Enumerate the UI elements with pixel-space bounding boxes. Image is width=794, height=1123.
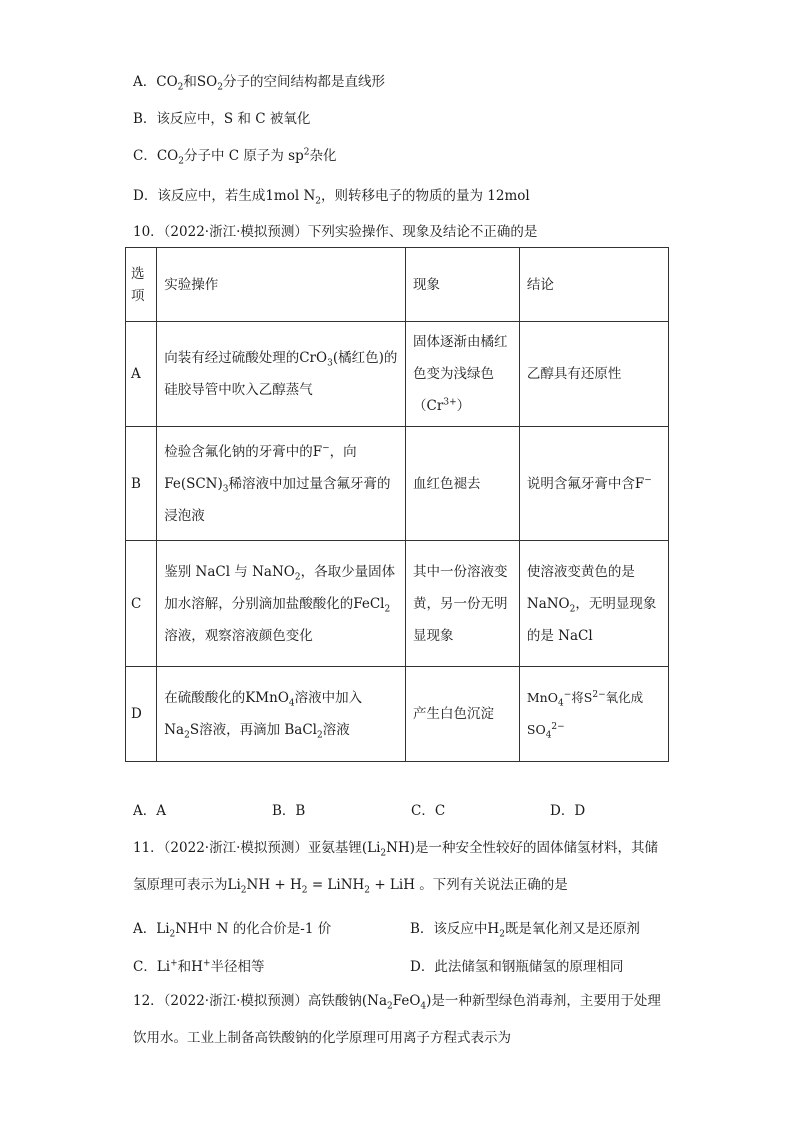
row-conclusion: MnO$_4$−将$S^{2-}$氧化成 $SO_4^{2-}$: [519, 667, 668, 762]
row-label: A: [126, 322, 157, 427]
header-phenomenon: 现象: [406, 248, 520, 322]
row-phenomenon: 血红色褪去: [406, 427, 520, 541]
header-operation: 实验操作: [157, 248, 406, 322]
q11-stem-line1: 11．（2022·浙江·模拟预测）亚氨基锂$(Li_2NH)$是一种安全性较好的固体储氢材料，其储: [133, 840, 659, 859]
q10-answer-c: C．C: [411, 803, 446, 819]
q11-stem-line2: 氢原理可表示为$Li_2NH + H_2$ = LiNH$_2$ + LiH 。下列有关说法正确的是: [133, 877, 568, 896]
row-label: B: [126, 427, 157, 541]
q11-option-d: D．此法储氢和钢瓶储氢的原理相同: [410, 959, 624, 975]
table-row: [126, 541, 669, 667]
row-label: C: [126, 541, 157, 667]
row-operation: 在硫酸酸化的KMnO$_4$溶液中加入 $Na_2S$溶液，再滴加 BaCl$_2$溶液: [157, 667, 406, 762]
q9-option-d: D．该反应中，若生成1mol $N_2$，则转移电子的物质的量为 12mol: [133, 188, 530, 207]
row-conclusion: 说明含氟牙膏中含F−: [519, 427, 668, 541]
table-row: [126, 667, 669, 762]
row-conclusion: 使溶液变黄色的是NaNO$_2$，无明显现象的是 NaCl: [519, 541, 668, 667]
row-operation: 鉴别 NaCl 与 NaNO$_2$，各取少量固体加水溶解，分别滴加盐酸酸化的FeCl$_2$溶液，观察溶液颜色变化: [157, 541, 406, 667]
row-phenomenon: 其中一份溶液变黄，另一份无明显现象: [406, 541, 520, 667]
row-label: D: [126, 667, 157, 762]
q11-option-a: A．$Li_2NH$中 N 的化合价是-1 价: [133, 921, 332, 940]
table-row: [126, 427, 669, 541]
q9-option-b: B．该反应中，S 和 C 被氧化: [133, 111, 311, 127]
q10-table: [125, 247, 669, 762]
table-header-row: [126, 248, 669, 322]
row-operation: 向装有经过硫酸处理的CrO$_3$(橘红色)的硅胶导管中吹入乙醇蒸气: [157, 322, 406, 427]
row-operation: 检验含氟化钠的牙膏中的F−，向 $Fe(SCN)_3$稀溶液中加过量含氟牙膏的浸泡液: [157, 427, 406, 541]
q11-option-c: C．Li+和H+半径相等: [133, 958, 265, 975]
row-phenomenon: 固体逐渐由橘红色变为浅绿色$(Cr^{3+})$: [406, 322, 520, 427]
header-conclusion: 结论: [519, 248, 668, 322]
row-phenomenon: 产生白色沉淀: [406, 667, 520, 762]
q9-option-a: A．$CO_2$和$SO_2$分子的空间结构都是直线形: [133, 74, 385, 93]
q12-stem-line2: 饮用水。工业上制备高铁酸钠的化学原理可用离子方程式表示为: [133, 1030, 511, 1046]
q10-answer-b: B．B: [272, 803, 306, 819]
q10-answer-d: D．D: [550, 803, 586, 819]
q11-option-b: B．该反应中$H_2$既是氧化剂又是还原剂: [410, 921, 640, 940]
q9-option-c: C．$CO_2$分子中 C 原子为 $sp^2$杂化: [133, 147, 337, 167]
q12-stem-line1: 12．（2022·浙江·模拟预测）高铁酸钠$(Na_2FeO_4)$是一种新型绿色消毒剂，主要用于处理: [133, 993, 661, 1012]
q10-answer-a: A．A: [133, 803, 166, 819]
header-option: 选项: [126, 248, 157, 322]
row-conclusion: 乙醇具有还原性: [519, 322, 668, 427]
q10-stem: 10．（2022·浙江·模拟预测）下列实验操作、现象及结论不正确的是: [133, 224, 538, 240]
table-row: [126, 322, 669, 427]
